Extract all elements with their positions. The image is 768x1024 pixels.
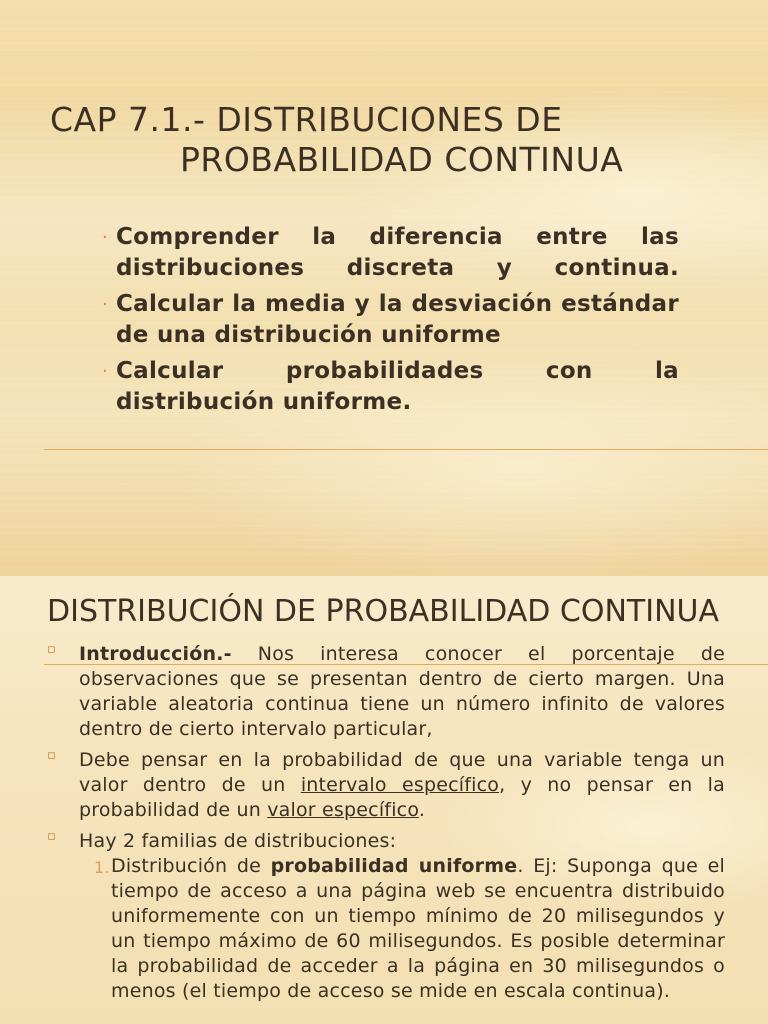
content-text: . <box>418 799 426 821</box>
family-name: probabilidad uniforme <box>270 855 518 877</box>
content-text: , y no pensar en la probabilidad de un <box>79 774 725 821</box>
family-item <box>62 854 725 1004</box>
slide-1-title-line-1: CAP 7.1.- DISTRIBUCIONES DE <box>50 100 563 139</box>
objective-text: Calcular la media y la desviación estándar de una distribución uniforme <box>116 291 679 348</box>
content-text: Hay 2 familias de distribuciones: <box>79 830 397 852</box>
slide-1-title-line-2: PROBABILIDAD CONTINUA <box>180 140 624 179</box>
content-item <box>47 642 725 742</box>
underlined-term: intervalo específico <box>300 774 500 796</box>
intro-text: Nos interesa conocer el porcentaje de observaciones que se presentan dentro de cierto margen. Una variable aleatoria continua tiene un número infinito de valores dentro de cierto intervalo particular, <box>79 643 725 740</box>
bullet-dot-icon: · <box>102 227 109 248</box>
objectives-list <box>102 222 679 423</box>
intro-label: Introducción.- <box>79 643 232 665</box>
slide-2 <box>0 576 768 1024</box>
slide-1-divider <box>44 449 768 450</box>
underlined-term: valor específico <box>267 799 419 821</box>
objective-item <box>102 222 679 284</box>
slide-1-title <box>50 100 750 180</box>
family-text: Distribución de <box>111 855 271 877</box>
family-text: . Ej: Suponga que el tiempo de acceso a una página web se encuentra distribuido uniformemente con un tiempo mínimo de 20 milisegundos y un tiempo máximo de 60 milisegundos. Es posible determinar la probabilidad de acceder a la página en 30 milisegundos o menos (el tiempo de acceso se mide en escala continua). <box>111 855 725 1002</box>
content-item <box>47 748 725 823</box>
content-text: Debe pensar en la probabilidad de que una variable tenga un valor dentro de un <box>79 749 725 796</box>
arrow-bullet-icon: ▫ <box>47 748 57 763</box>
slide-2-title: DISTRIBUCIÓN DE PROBABILIDAD CONTINUA <box>47 594 719 629</box>
bullet-dot-icon: · <box>102 361 109 382</box>
objective-item <box>102 289 679 351</box>
bullet-dot-icon: · <box>102 294 109 315</box>
objective-item <box>102 356 679 418</box>
families-list <box>79 854 725 1004</box>
content-item <box>47 829 725 1004</box>
objective-text: Calcular probabilidades con la distribución uniforme. <box>116 358 679 415</box>
arrow-bullet-icon: ▫ <box>47 642 57 657</box>
content-list <box>47 642 725 1010</box>
arrow-bullet-icon: ▫ <box>47 829 57 844</box>
list-number: 1. <box>94 858 110 877</box>
objective-text: Comprender la diferencia entre las distribuciones discreta y continua. <box>116 224 679 281</box>
